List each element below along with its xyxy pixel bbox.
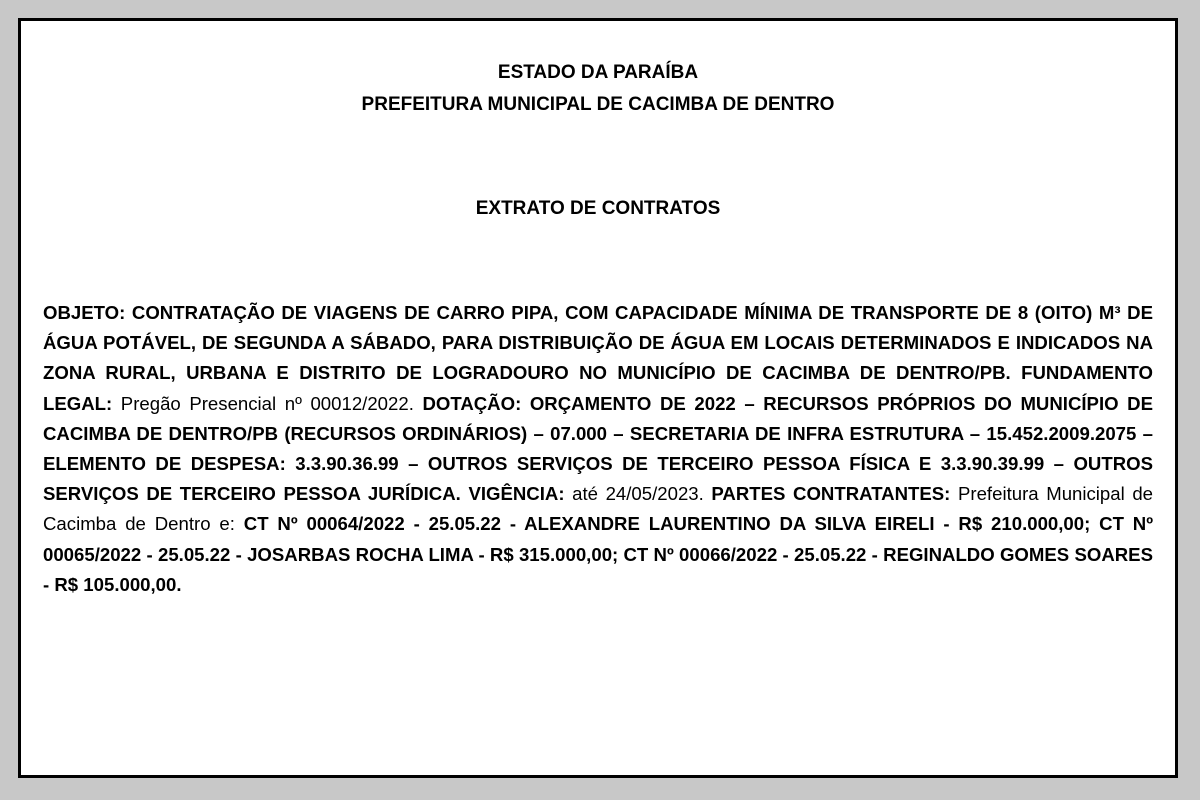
contracts-list: CT Nº 00064/2022 - 25.05.22 - ALEXANDRE LAURENTINO DA SILVA EIRELI - R$ 210.000,00; CT Nº 00065/2022 - 25.05.22 - JOSARBAS ROCHA LIMA - R$ 315.000,00; CT Nº 00066/2022 - 25.05.22 - REGINALDO GOMES SOARES - R$ 105.000,00.: [43, 513, 1154, 595]
document-page: [18, 18, 1178, 778]
dotacao-text: DOTAÇÃO: ORÇAMENTO DE 2022 – RECURSOS PRÓPRIOS DO MUNICÍPIO DE CACIMBA DE DENTRO/PB (RECURSOS ORDINÁRIOS) – 07.000 – SECRETARIA DE INFRA ESTRUTURA – 15.452.2009.2075 – ELEMENTO DE DESPESA: 3.3.90.36.99 – OUTROS SERVIÇOS DE TERCEIRO PESSOA FÍSICA E 3.3.90.39.99 – OUTROS SERVIÇOS DE TERCEIRO PESSOA JURÍDICA.: [43, 392, 1153, 505]
partes-label: PARTES CONTRATANTES:: [711, 483, 951, 505]
vigencia-label: VIGÊNCIA:: [468, 483, 565, 505]
objeto-text: OBJETO: CONTRATAÇÃO DE VIAGENS DE CARRO PIPA, COM CAPACIDADE MÍNIMA DE TRANSPORTE DE 8 (OITO) M³ DE ÁGUA POTÁVEL, DE SEGUNDA A SÁBADO, PARA DISTRIBUIÇÃO DE ÁGUA EM LOCAIS DETERMINADOS E INDICADOS NA ZONA RURAL, URBANA E DISTRITO DE LOGRADOURO NO MUNICÍPIO DE CACIMBA DE DENTRO/PB.: [43, 302, 1153, 384]
vigencia-value: até 24/05/2023.: [572, 483, 704, 505]
fundamento-label: FUNDAMENTO LEGAL:: [43, 362, 1153, 414]
document-header: [21, 57, 1175, 121]
document-title: EXTRATO DE CONTRATOS: [475, 198, 721, 219]
fundamento-value: Pregão Presencial nº 00012/2022.: [120, 392, 414, 414]
contract-extract-body: [43, 298, 1153, 600]
state-name: ESTADO DA PARAÍBA: [497, 62, 699, 83]
partes-value: Prefeitura Municipal de Cacimba de Dentro e:: [43, 483, 1154, 535]
municipality-name: PREFEITURA MUNICIPAL DE CACIMBA DE DENTRO: [361, 94, 835, 115]
